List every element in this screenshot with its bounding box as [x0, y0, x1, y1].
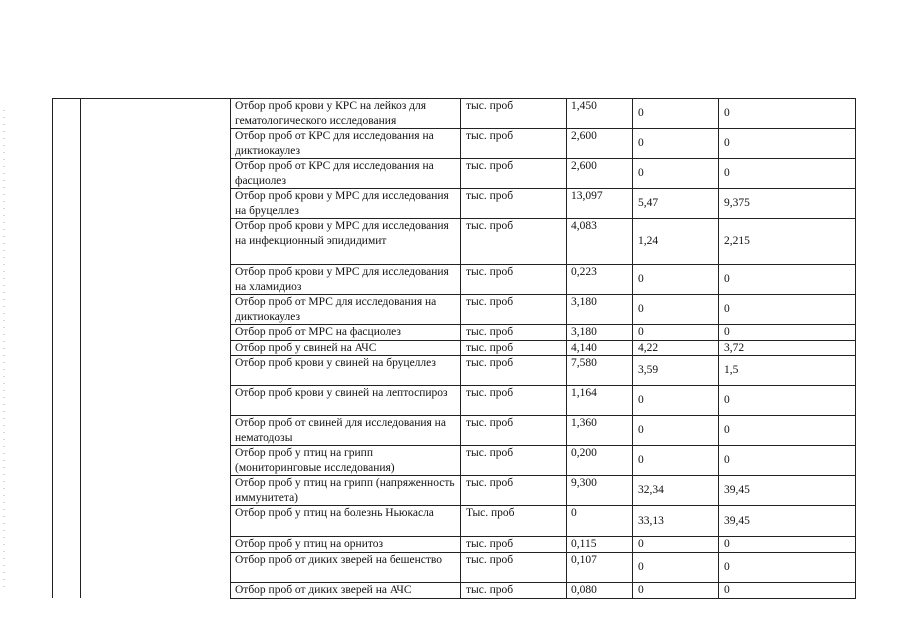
- cell-unit: тыс. проб: [461, 356, 567, 386]
- cell-name: Отбор проб крови у КРС на лейкоз для гематологического исследования: [231, 99, 461, 129]
- cell-v2: 0: [719, 99, 856, 129]
- cell-name: Отбор проб у птиц на орнитоз: [231, 537, 461, 553]
- table-row: [53, 99, 856, 129]
- cell-plan: 1,450: [567, 99, 633, 129]
- cell-plan: 2,600: [567, 159, 633, 189]
- cell-name: Отбор проб крови у свиней на бруцеллез: [231, 356, 461, 386]
- cell-v1: 0: [633, 582, 719, 598]
- cell-v2: 0: [719, 386, 856, 416]
- cell-plan: 3,180: [567, 325, 633, 341]
- cell-v1: 0: [633, 325, 719, 341]
- cell-v1: 1,24: [633, 219, 719, 265]
- cell-plan: 0,080: [567, 582, 633, 598]
- cell-unit: тыс. проб: [461, 189, 567, 219]
- cell-plan: 0,200: [567, 446, 633, 476]
- cell-name: Отбор проб от МРС на фасциолез: [231, 325, 461, 341]
- cell-unit: тыс. проб: [461, 476, 567, 506]
- cell-v1: 0: [633, 265, 719, 295]
- cell-name: Отбор проб у птиц на болезнь Ньюкасла: [231, 506, 461, 537]
- cell-v1: 3,59: [633, 356, 719, 386]
- cell-v2: 2,215: [719, 219, 856, 265]
- cell-v2: 0: [719, 265, 856, 295]
- cell-v2: 0: [719, 129, 856, 159]
- cell-v1: 0: [633, 295, 719, 325]
- cell-name: Отбор проб крови у свиней на лептоспироз: [231, 386, 461, 416]
- cell-v2: 0: [719, 159, 856, 189]
- cell-v2: 0: [719, 537, 856, 553]
- cell-v2: 0: [719, 582, 856, 598]
- cell-name: Отбор проб у птиц на грипп (мониторинговые исследования): [231, 446, 461, 476]
- cell-name: Отбор проб от МРС для исследования на диктиокаулез: [231, 295, 461, 325]
- cell-v1: 0: [633, 537, 719, 553]
- cell-unit: тыс. проб: [461, 582, 567, 598]
- cell-v1: 0: [633, 129, 719, 159]
- cell-plan: 3,180: [567, 295, 633, 325]
- cell-unit: тыс. проб: [461, 552, 567, 582]
- cell-plan: 9,300: [567, 476, 633, 506]
- cell-unit: тыс. проб: [461, 537, 567, 553]
- cell-name: Отбор проб крови у МРС для исследования на инфекционный эпидидимит: [231, 219, 461, 265]
- cell-v2: 39,45: [719, 506, 856, 537]
- cell-name: Отбор проб от КРС для исследования на диктиокаулез: [231, 129, 461, 159]
- scan-margin-marks: [3, 110, 5, 590]
- cell-name: Отбор проб у свиней на АЧС: [231, 340, 461, 356]
- cell-v1: 0: [633, 159, 719, 189]
- cell-unit: тыс. проб: [461, 99, 567, 129]
- cell-v1: 32,34: [633, 476, 719, 506]
- table-body: [53, 99, 856, 599]
- cell-v2: 1,5: [719, 356, 856, 386]
- cell-v2: 0: [719, 446, 856, 476]
- cell-unit: тыс. проб: [461, 340, 567, 356]
- cell-plan: 0: [567, 506, 633, 537]
- cell-name: Отбор проб крови у МРС для исследования на хламидиоз: [231, 265, 461, 295]
- cell-plan: 1,360: [567, 416, 633, 446]
- cell-v2: 0: [719, 552, 856, 582]
- cell-unit: тыс. проб: [461, 446, 567, 476]
- category-column-cell: [81, 99, 231, 599]
- cell-plan: 7,580: [567, 356, 633, 386]
- cell-v1: 0: [633, 416, 719, 446]
- cell-plan: 13,097: [567, 189, 633, 219]
- cell-unit: тыс. проб: [461, 129, 567, 159]
- cell-name: Отбор проб от диких зверей на бешенство: [231, 552, 461, 582]
- cell-v1: 33,13: [633, 506, 719, 537]
- cell-v2: 0: [719, 325, 856, 341]
- cell-unit: тыс. проб: [461, 219, 567, 265]
- cell-name: Отбор проб у птиц на грипп (напряженность иммунитета): [231, 476, 461, 506]
- cell-name: Отбор проб от КРС для исследования на фасциолез: [231, 159, 461, 189]
- cell-plan: 0,115: [567, 537, 633, 553]
- cell-plan: 1,164: [567, 386, 633, 416]
- cell-unit: тыс. проб: [461, 416, 567, 446]
- cell-name: Отбор проб от диких зверей на АЧС: [231, 582, 461, 598]
- cell-v1: 5,47: [633, 189, 719, 219]
- cell-plan: 4,083: [567, 219, 633, 265]
- cell-v2: 0: [719, 416, 856, 446]
- cell-v1: 0: [633, 552, 719, 582]
- cell-unit: тыс. проб: [461, 386, 567, 416]
- cell-unit: тыс. проб: [461, 159, 567, 189]
- cell-plan: 0,223: [567, 265, 633, 295]
- cell-unit: Тыс. проб: [461, 506, 567, 537]
- cell-unit: тыс. проб: [461, 325, 567, 341]
- cell-v1: 0: [633, 99, 719, 129]
- cell-unit: тыс. проб: [461, 265, 567, 295]
- cell-name: Отбор проб от свиней для исследования на нематодозы: [231, 416, 461, 446]
- cell-unit: тыс. проб: [461, 295, 567, 325]
- cell-v1: 0: [633, 446, 719, 476]
- cell-plan: 2,600: [567, 129, 633, 159]
- cell-v2: 9,375: [719, 189, 856, 219]
- cell-plan: 0,107: [567, 552, 633, 582]
- cell-v1: 0: [633, 386, 719, 416]
- index-column-cell: [53, 99, 81, 599]
- cell-v2: 3,72: [719, 340, 856, 356]
- cell-v2: 39,45: [719, 476, 856, 506]
- cell-v1: 4,22: [633, 340, 719, 356]
- cell-plan: 4,140: [567, 340, 633, 356]
- sampling-table: [52, 98, 856, 599]
- cell-name: Отбор проб крови у МРС для исследования на бруцеллез: [231, 189, 461, 219]
- cell-v2: 0: [719, 295, 856, 325]
